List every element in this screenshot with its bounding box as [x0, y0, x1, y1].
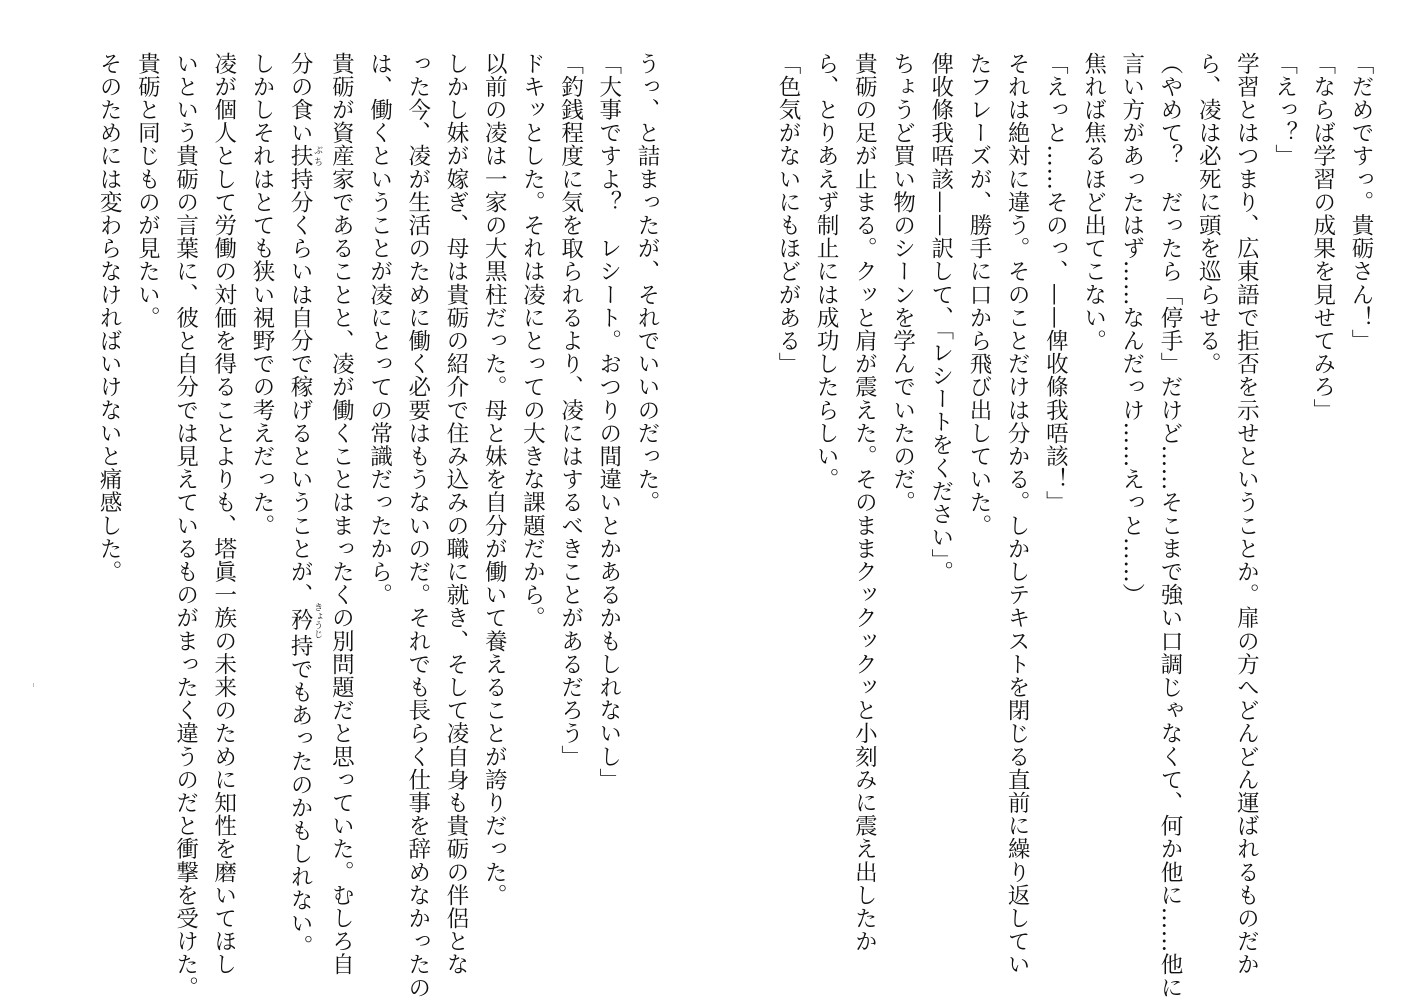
text-line: ドキッとした。それは凌にとっての大きな課題だから。 — [519, 52, 546, 630]
text-line: しかしそれはとても狭い視野での考えだった。 — [248, 52, 275, 538]
right-page-text — [769, 52, 1380, 1000]
text-line: 「えっ？」 — [1271, 52, 1298, 168]
ruby-reading: ぶち — [312, 144, 323, 168]
text-line: ちょうど買い物のシーンを学んでいたのだ。 — [889, 52, 916, 514]
text-line: 俾收條我唔該——訳して、「レシートをください」。 — [927, 52, 954, 584]
text-segment: 持でもあったのかもしれない。 — [287, 634, 314, 958]
text-line: たフレーズが、勝手に口から飛び出していた。 — [965, 52, 992, 538]
text-line: 以前の凌は一家の大黒柱だった。母と妹を自分が働いて養えることが誇りだった。 — [481, 52, 508, 907]
ruby-reading: きょうじ — [312, 602, 323, 639]
text-line: 「釣銭程度に気を取られるより、凌にはするべきことがあるだろう」 — [557, 52, 584, 769]
left-page-text — [90, 52, 666, 1000]
text-line: それは絶対に違う。そのことだけは分かる。しかしテキストを閉じる直前に繰り返してい — [1004, 52, 1031, 976]
text-line: 「大事ですよ？ レシート。おつりの間違いとかあるかもしれないし」 — [595, 52, 622, 792]
text-line: 焦れば焦るほど出てこない。 — [1080, 52, 1107, 353]
text-line: は、働くということが凌にとっての常識だったから。 — [366, 52, 393, 607]
scan-mark — [33, 683, 34, 687]
text-line: 「ならば学習の成果を見せてみろ」 — [1309, 52, 1336, 422]
text-line: 「色気がないにもほどがある」 — [774, 52, 801, 376]
text-line: 貴砺が資産家であることと、凌が働くことはまったくの別問題だと思っていた。むしろ自 — [328, 52, 355, 976]
text-line: 「えっと……そのっ、——俾收條我唔該！」 — [1042, 52, 1069, 514]
text-line: しかし妹が嫁ぎ、母は貴砺の紹介で住み込みの職に就き、そして凌自身も貴砺の伴侶とな — [442, 52, 469, 976]
ruby-base: 扶 — [287, 144, 314, 168]
text-line-with-furigana — [281, 52, 322, 972]
text-line: 凌が個人として労働の対価を得ることよりも、塔眞一族の未来のために知性を磨いてほし — [210, 52, 237, 976]
text-line: ら、凌は必死に頭を巡らせる。 — [1195, 52, 1222, 376]
text-line: 学習とはつまり、広東語で拒否を示せということか。扉の方へどんどん運ばれるものだか — [1233, 52, 1260, 976]
text-line: った今、凌が生活のために働く必要はもうないのだ。それでも長らく仕事を辞めなかったの — [404, 52, 431, 1000]
text-line: （やめて？ だったら「停手」だけど……そこまで強い口調じゃなくて、何か他に……他に — [1156, 52, 1183, 1000]
furigana-ruby — [287, 602, 323, 639]
text-segment: 分の食い — [287, 52, 314, 145]
text-line: 貴砺と同じものが見たい。 — [134, 52, 161, 330]
text-line: 「だめですっ。貴砺さん！」 — [1348, 52, 1374, 353]
text-line: ら、とりあえず制止には成功したらしい。 — [813, 52, 840, 491]
text-line: 貴砺の足が止まる。クッと肩が震えた。そのままクックックッと小刻みに震え出したか — [851, 52, 878, 953]
text-line: そのためには変わらなければいけないと痛感した。 — [96, 52, 123, 584]
text-line: いという貴砺の言葉に、彼と自分では見えているものがまったく違うのだと衝撃を受けた。 — [172, 52, 199, 1000]
text-line: 言い方があったはず……なんだっけ……えっと……） — [1118, 52, 1145, 607]
furigana-ruby — [287, 144, 323, 168]
text-line: うっ、と詰まったが、それでいいのだった。 — [634, 52, 660, 514]
text-segment: 持分くらいは自分で稼げるということが、 — [287, 167, 314, 607]
ruby-base: 矜 — [287, 602, 314, 639]
